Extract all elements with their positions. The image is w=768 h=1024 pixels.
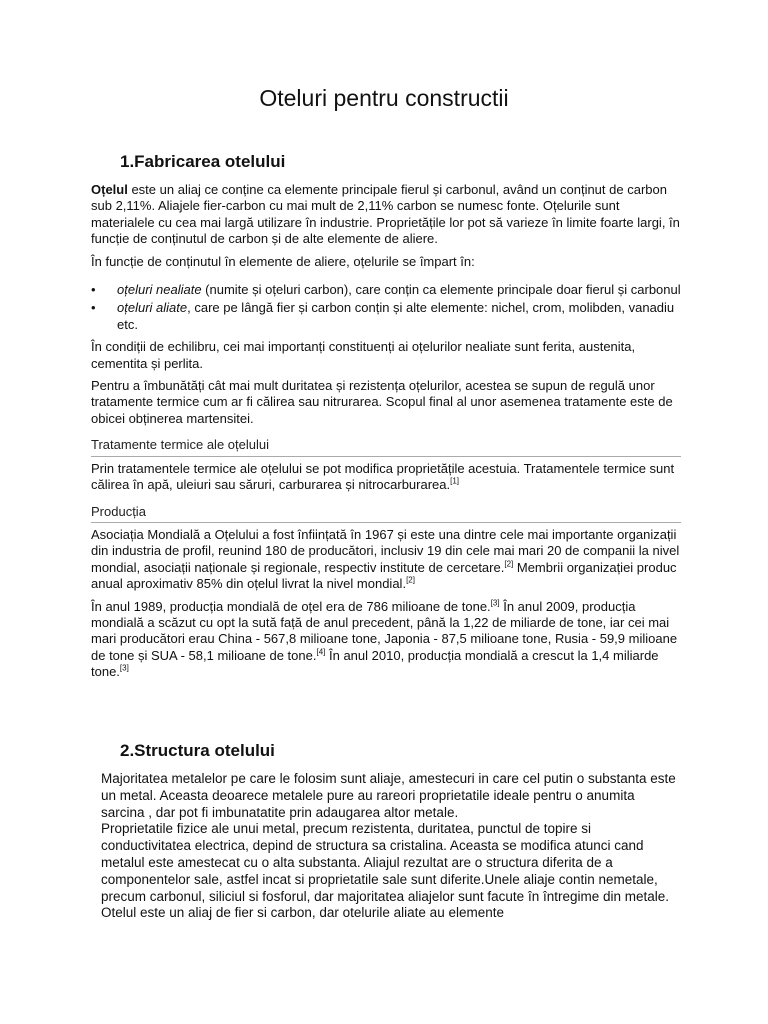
paragraph-productie-mondiala xyxy=(91,599,681,681)
paragraph-text: În anul 2009, producția mondială a scăzut cu opt la sută față de anul precedent, până la 1,22 de miliarde de tone, iar cei mai mari producători erau China - 567,8 milioane tone, Japonia - 87,5 milioane tone, Rusia - 59,9 milioane de tone și SUA - 58,1 milioane de tone. xyxy=(91,598,678,663)
paragraph-text: În anul 2010, producția mondială a crescut la 1,4 miliarde tone. xyxy=(91,647,659,680)
paragraph-aliaje: Majoritatea metalelor pe care le folosim sunt aliaje, amestecuri in care cel putin o substanta este un metal. Aceasta deoarece metalele pure au rareori proprietatile ideale pentru o anumita sarcina , dar pot fi imbunatatite prin adaugarea altor metale. xyxy=(101,771,676,820)
paragraph-text: Membrii organizației produc anual aproximativ 85% din oțelul livrat la nivel mondial. xyxy=(91,559,677,592)
section-heading-structura: 2.Structura otelului xyxy=(120,741,275,760)
paragraph-text: Asociația Mondială a Oțelului a fost înființată în 1967 și este una dintre cele mai importante organizații din industria de profil, reunind 180 de producători, inclusiv 19 din cele mai mari 20 de companii la nivel mondial, asociații naționale și regionale, respectiv institute de cercetare. xyxy=(91,526,680,575)
italic-term: oțeluri nealiate xyxy=(117,282,202,298)
paragraph-heat-treatment-intro: Pentru a îmbunătăți cât mai mult duritatea și rezistența oțelurilor, acestea se supun de regulă unor tratamente termice cum ar fi călirea sau nitrurarea. Scopul final al unor asemenea tratamente este de obicei obținerea martensitei. xyxy=(91,378,673,426)
italic-term: oțeluri aliate xyxy=(117,300,188,316)
subheading-productia: Producția xyxy=(91,504,681,523)
bullet-icon: • xyxy=(91,300,96,316)
bold-term-otelul: Oțelul xyxy=(91,182,128,197)
paragraph-otelul-definition xyxy=(91,182,681,248)
subheading-tratamente: Tratamente termice ale oțelului xyxy=(91,437,681,456)
list-item xyxy=(91,282,681,298)
paragraph-asociatia xyxy=(91,527,681,593)
section-heading-fabricarea: 1.Fabricarea otelului xyxy=(120,152,286,171)
list-item-text: (numite și oțeluri carbon), care conțin ca elemente principale doar fierul și carbonul xyxy=(201,282,681,298)
steel-types-list xyxy=(91,282,681,333)
paragraph-proprietati: Proprietatile fizice ale unui metal, precum rezistenta, duritatea, punctul de topire si conductivitatea electrica, depind de structura sa cristalina. Aceasta se modifica atunci cand metalul este amestecat cu o alta substanta. Aliajul rezultat are o structura diferita de a componentelor sale, astfel incat si proprietatile sale sunt diferite.Unele aliaje contin nemetale, precum carbonul, siliciul si fosforul, dar majoritatea aliajelor sunt facute în întregime din metale. Otelul este un aliaj de fier si carbon, dar otelurile aliate au elemente xyxy=(101,821,670,921)
paragraph-text: este un aliaj ce conține ca elemente principale fierul și carbonul, având un conținut de carbon sub 2,11%. Aliajele fier-carbon cu mai mult de 2,11% carbon se numesc fonte. Oțelurile sunt materialele cu cea mai largă utilizare în industrie. Proprietățile lor pot să varieze în limite foarte largi, în funcție de conținutul de carbon și de alte elemente de aliere. xyxy=(91,182,680,247)
reference-link[interactable]: [3] xyxy=(490,598,500,608)
paragraph-text: Prin tratamentele termice ale oțelului se pot modifica proprietățile acestuia. Tratamentele termice sunt călirea în apă, uleiuri sau săruri, carburarea și nitrocarburarea. xyxy=(91,460,675,493)
section-body-structura xyxy=(101,771,681,922)
reference-link[interactable]: [4] xyxy=(316,647,326,657)
paragraph-classification-intro: În funcție de conținutul în elemente de aliere, oțelurile se împart în: xyxy=(91,253,475,269)
paragraph-tratamente xyxy=(91,461,681,494)
document-title: Oteluri pentru constructii xyxy=(259,85,509,111)
section-body-fabricarea xyxy=(91,182,681,687)
list-item-text: , care pe lângă fier și carbon conțin și alte elemente: nichel, crom, molibden, vanadiu etc. xyxy=(117,300,675,332)
reference-link[interactable]: [2] xyxy=(504,559,514,569)
reference-link[interactable]: [1] xyxy=(450,476,460,486)
reference-link[interactable]: [2] xyxy=(406,575,415,585)
list-item xyxy=(91,300,681,333)
paragraph-constituents: În condiții de echilibru, cei mai importanți constituenți ai oțelurilor nealiate sunt ferita, austenita, cementita și perlita. xyxy=(91,339,636,371)
reference-link[interactable]: [3] xyxy=(119,663,129,673)
bullet-icon: • xyxy=(91,282,96,298)
paragraph-text: În anul 1989, producția mondială de oțel era de 786 milioane de tone. xyxy=(91,598,491,614)
